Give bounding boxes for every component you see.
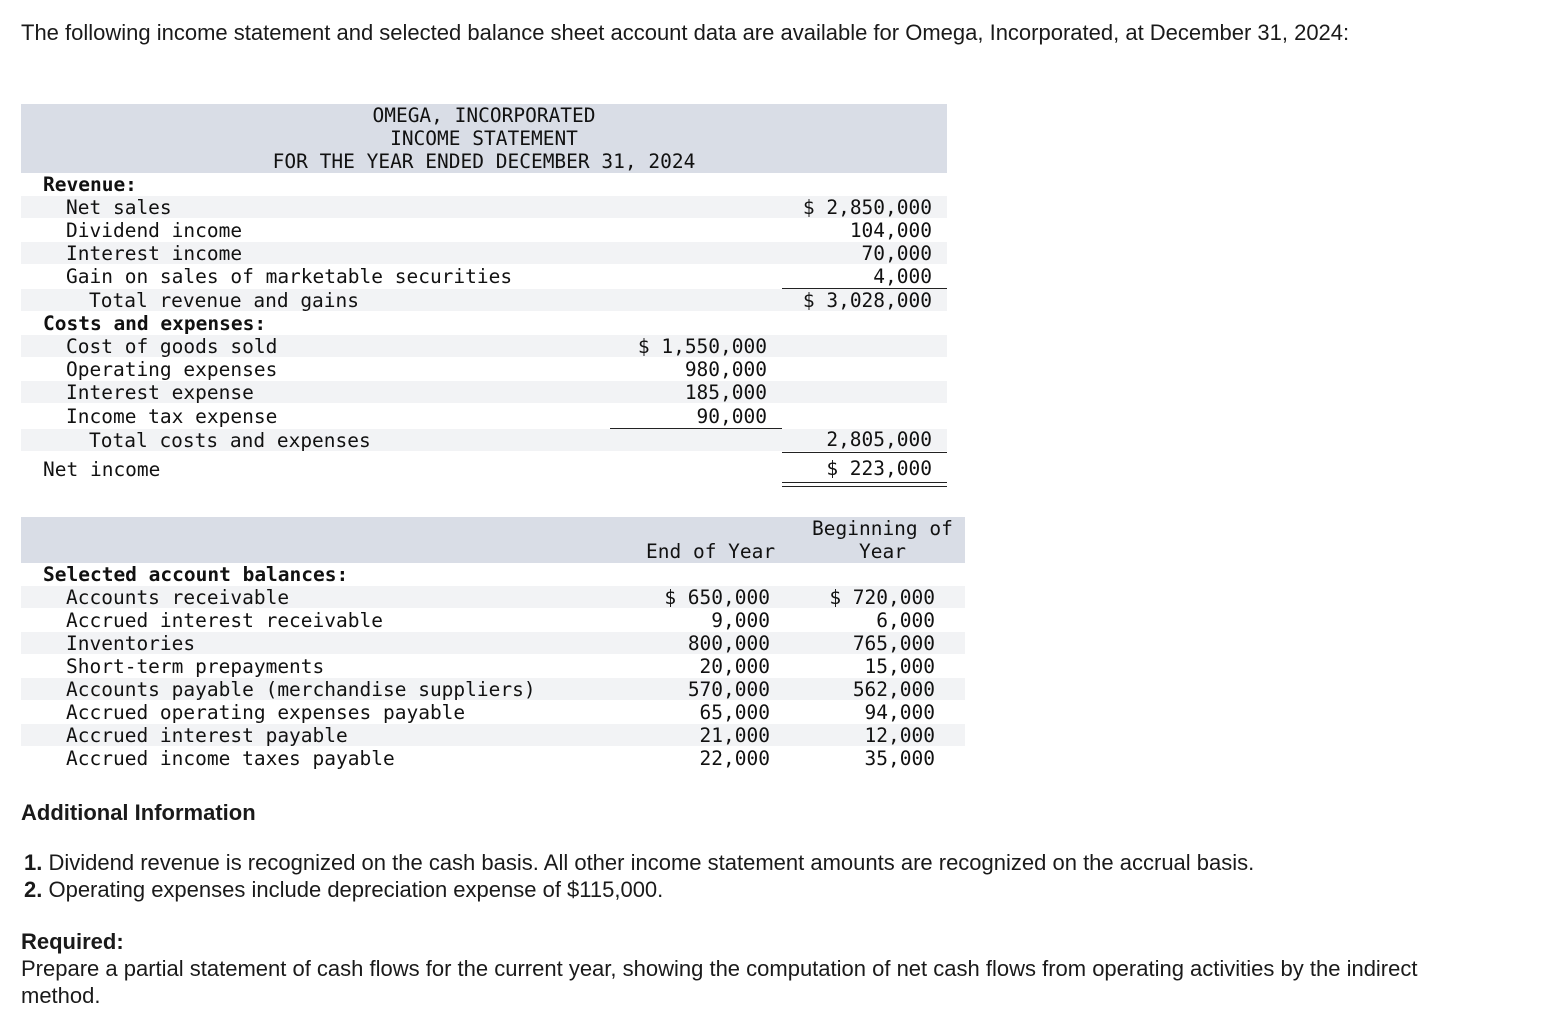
income-tax-expense-amount: 90,000 — [696, 405, 767, 428]
additional-info-title: Additional Information — [21, 800, 256, 825]
interest-income-label: Interest income — [66, 242, 243, 265]
costs-heading: Costs and expenses: — [43, 312, 267, 335]
additional-info-item — [24, 849, 1474, 876]
balance-row-begin: 35,000 — [864, 747, 935, 770]
net-income-amount: $ 223,000 — [826, 457, 932, 480]
gain-securities-label: Gain on sales of marketable securities — [66, 265, 513, 288]
balance-row-end: 570,000 — [687, 678, 770, 701]
income-tax-expense-label: Income tax expense — [66, 405, 278, 428]
balance-row-begin: 15,000 — [864, 655, 935, 678]
col-beginning-line1: Beginning of — [812, 517, 953, 540]
balance-row-end: $ 650,000 — [664, 586, 770, 609]
balance-row-end: 20,000 — [699, 655, 770, 678]
total-costs-label: Total costs and expenses — [89, 429, 371, 452]
balance-row-label: Accrued operating expenses payable — [66, 701, 466, 724]
additional-info-list — [24, 849, 1474, 903]
balance-row-end: 22,000 — [699, 747, 770, 770]
company-name: OMEGA, INCORPORATED — [372, 104, 596, 127]
cogs-amount: $ 1,550,000 — [637, 335, 767, 358]
balance-row-label: Short-term prepayments — [66, 655, 325, 678]
statement-title: INCOME STATEMENT — [390, 127, 578, 150]
gain-securities-amount: 4,000 — [873, 265, 932, 288]
required-title: Required: — [21, 929, 124, 954]
item-number: 1. — [24, 850, 43, 875]
item-text: Operating expenses include depreciation expense of $115,000. — [42, 877, 664, 902]
interest-expense-label: Interest expense — [66, 381, 254, 404]
total-costs-amount: 2,805,000 — [826, 428, 932, 451]
item-text: Dividend revenue is recognized on the cash basis. All other income statement amounts are recognized on the accrual basis. — [42, 850, 1255, 875]
balance-row-label: Accounts payable (merchandise suppliers) — [66, 678, 536, 701]
statement-period: FOR THE YEAR ENDED DECEMBER 31, 2024 — [272, 150, 696, 173]
net-sales-amount: $ 2,850,000 — [802, 196, 932, 219]
balances-heading: Selected account balances: — [43, 563, 349, 586]
interest-expense-amount: 185,000 — [684, 381, 767, 404]
total-revenue-amount: $ 3,028,000 — [802, 289, 932, 312]
dividend-income-label: Dividend income — [66, 219, 243, 242]
intro-text: The following income statement and selected balance sheet account data are available for Omega, Incorporated, at December 31, 2024: — [21, 20, 1350, 45]
balance-row-begin: 562,000 — [852, 678, 935, 701]
income-statement-header — [21, 104, 947, 173]
dividend-income-amount: 104,000 — [849, 219, 932, 242]
col-beginning-line2: Year — [859, 540, 906, 563]
revenue-heading: Revenue: — [43, 173, 137, 196]
operating-expenses-label: Operating expenses — [66, 358, 278, 381]
balance-row-end: 21,000 — [699, 724, 770, 747]
balance-row-end: 800,000 — [687, 632, 770, 655]
balance-row-end: 65,000 — [699, 701, 770, 724]
interest-income-amount: 70,000 — [861, 242, 932, 265]
balance-row-begin: 6,000 — [876, 609, 935, 632]
required-text: Prepare a partial statement of cash flows for the current year, showing the computation of net cash flows from operating activities by the indirect method. — [21, 956, 1418, 1008]
balance-row-label: Accounts receivable — [66, 586, 290, 609]
operating-expenses-amount: 980,000 — [684, 358, 767, 381]
balance-row-label: Accrued income taxes payable — [66, 747, 395, 770]
balance-row-begin: 12,000 — [864, 724, 935, 747]
balance-row-label: Accrued interest receivable — [66, 609, 383, 632]
balance-row-label: Accrued interest payable — [66, 724, 348, 747]
net-sales-label: Net sales — [66, 196, 172, 219]
cogs-label: Cost of goods sold — [66, 335, 278, 358]
net-income-double-rule-top — [782, 482, 947, 483]
col-end-of-year: End of Year — [646, 540, 776, 563]
total-costs-rule — [782, 452, 947, 453]
balance-row-end: 9,000 — [711, 609, 770, 632]
net-income-label: Net income — [43, 458, 161, 481]
item-number: 2. — [24, 877, 43, 902]
net-income-double-rule-bottom — [782, 486, 947, 487]
balance-row-begin: 94,000 — [864, 701, 935, 724]
total-revenue-label: Total revenue and gains — [89, 289, 360, 312]
balance-row-label: Inventories — [66, 632, 196, 655]
balance-row-begin: $ 720,000 — [829, 586, 935, 609]
balance-row-begin: 765,000 — [852, 632, 935, 655]
additional-info-item — [24, 876, 1474, 903]
